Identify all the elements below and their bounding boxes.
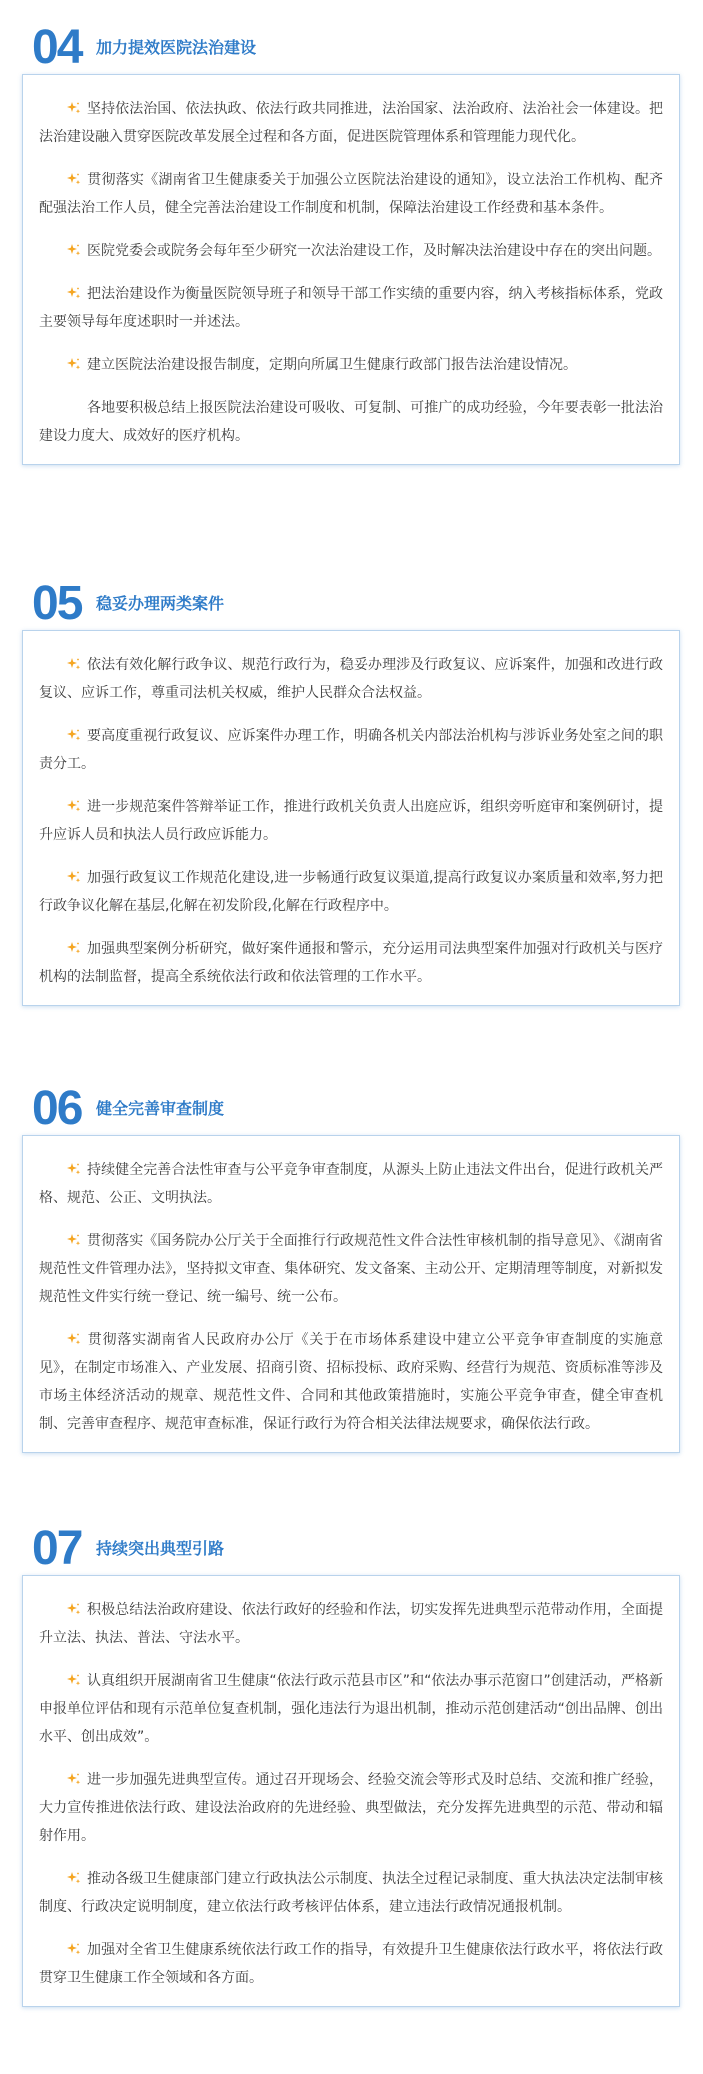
paragraph bbox=[39, 95, 663, 151]
paragraph bbox=[39, 394, 663, 450]
paragraph-text: 进一步加强先进典型宣传。通过召开现场会、经验交流会等形式及时总结、交流和推广经验，大力宣传推进依法行政、建设法治政府的先进经验、典型做法，充分发挥先进典型的示范、带动和辐射作用。 bbox=[39, 1772, 663, 1844]
paragraph bbox=[39, 651, 663, 707]
section-title: 健全完善审查制度 bbox=[96, 1099, 225, 1118]
paragraph-text: 认真组织开展湖南省卫生健康“依法行政示范县市区”和“依法办事示范窗口”创建活动，严格新申报单位评估和现有示范单位复查机制，强化违法行为退出机制，推动示范创建活动“创出品牌、创出水平、创出成效”。 bbox=[39, 1673, 663, 1745]
paragraph-text: 依法有效化解行政争议、规范行政行为，稳妥办理涉及行政复议、应诉案件，加强和改进行政复议、应诉工作，尊重司法机关权威，维护人民群众合法权益。 bbox=[39, 657, 663, 701]
sparkle-icon bbox=[67, 1673, 81, 1687]
paragraph bbox=[39, 793, 663, 849]
section-body bbox=[22, 74, 680, 465]
section-body bbox=[22, 630, 680, 1006]
sparkle-icon bbox=[67, 941, 81, 955]
sparkle-icon bbox=[67, 1332, 81, 1346]
section-body bbox=[22, 1135, 680, 1453]
sparkle-icon bbox=[67, 728, 81, 742]
sparkle-icon bbox=[67, 1602, 81, 1616]
section-header bbox=[22, 22, 680, 74]
paragraph bbox=[39, 1156, 663, 1212]
section-title: 持续突出典型引路 bbox=[96, 1539, 225, 1558]
paragraph bbox=[39, 1326, 663, 1438]
paragraph bbox=[39, 1936, 663, 1992]
paragraph-text: 医院党委会或院务会每年至少研究一次法治建设工作，及时解决法治建设中存在的突出问题。 bbox=[87, 243, 661, 259]
paragraph bbox=[39, 166, 663, 222]
sparkle-icon bbox=[67, 243, 81, 257]
paragraph bbox=[39, 1865, 663, 1921]
paragraph bbox=[39, 280, 663, 336]
paragraph-text: 坚持依法治国、依法执政、依法行政共同推进，法治国家、法治政府、法治社会一体建设。把法治建设融入贯穿医院改革发展全过程和各方面，促进医院管理体系和管理能力现代化。 bbox=[39, 101, 663, 145]
sparkle-icon bbox=[67, 172, 81, 186]
sparkle-icon bbox=[67, 1233, 81, 1247]
sparkle-icon bbox=[67, 286, 81, 300]
section-number: 05 bbox=[32, 577, 82, 630]
paragraph-text: 积极总结法治政府建设、依法行政好的经验和作法，切实发挥先进典型示范带动作用，全面提升立法、执法、普法、守法水平。 bbox=[39, 1602, 663, 1646]
paragraph bbox=[39, 864, 663, 920]
section-title: 稳妥办理两类案件 bbox=[96, 594, 225, 613]
section-05 bbox=[22, 578, 680, 1006]
section-04 bbox=[22, 22, 680, 465]
section-number: 04 bbox=[32, 21, 82, 74]
section-title: 加力提效医院法治建设 bbox=[96, 38, 257, 57]
paragraph bbox=[39, 722, 663, 778]
sparkle-icon bbox=[67, 1162, 81, 1176]
paragraph bbox=[39, 1667, 663, 1751]
sparkle-icon bbox=[67, 357, 81, 371]
sparkle-icon bbox=[67, 870, 81, 884]
sparkle-icon bbox=[67, 101, 81, 115]
paragraph bbox=[39, 351, 663, 379]
paragraph-text: 贯彻落实《国务院办公厅关于全面推行行政规范性文件合法性审核机制的指导意见》、《湖南省规范性文件管理办法》，坚持拟文审查、集体研究、发文备案、主动公开、定期清理等制度，对新拟发规范性文件实行统一登记、统一编号、统一公布。 bbox=[39, 1233, 663, 1305]
paragraph-text: 把法治建设作为衡量医院领导班子和领导干部工作实绩的重要内容，纳入考核指标体系，党政主要领导每年度述职时一并述法。 bbox=[39, 286, 663, 330]
sparkle-icon bbox=[67, 1871, 81, 1885]
section-07 bbox=[22, 1523, 680, 2007]
paragraph-text: 建立医院法治建设报告制度，定期向所属卫生健康行政部门报告法治建设情况。 bbox=[87, 357, 577, 373]
paragraph bbox=[39, 1766, 663, 1850]
sparkle-icon bbox=[67, 657, 81, 671]
section-header bbox=[22, 1523, 680, 1575]
section-header bbox=[22, 1083, 680, 1135]
sparkle-icon bbox=[67, 799, 81, 813]
paragraph-text: 持续健全完善合法性审查与公平竞争审查制度，从源头上防止违法文件出台，促进行政机关严格、规范、公正、文明执法。 bbox=[39, 1162, 663, 1206]
paragraph-text: 要高度重视行政复议、应诉案件办理工作，明确各机关内部法治机构与涉诉业务处室之间的职责分工。 bbox=[39, 728, 663, 772]
paragraph-text: 加强对全省卫生健康系统依法行政工作的指导，有效提升卫生健康依法行政水平，将依法行政贯穿卫生健康工作全领域和各方面。 bbox=[39, 1942, 663, 1986]
sparkle-icon bbox=[67, 1942, 81, 1956]
paragraph-text: 贯彻落实《湖南省卫生健康委关于加强公立医院法治建设的通知》，设立法治工作机构、配齐配强法治工作人员，健全完善法治建设工作制度和机制，保障法治建设工作经费和基本条件。 bbox=[39, 172, 663, 216]
paragraph-text: 加强行政复议工作规范化建设,进一步畅通行政复议渠道,提高行政复议办案质量和效率,努力把行政争议化解在基层,化解在初发阶段,化解在行政程序中。 bbox=[39, 870, 663, 914]
section-06 bbox=[22, 1083, 680, 1453]
paragraph-text: 各地要积极总结上报医院法治建设可吸收、可复制、可推广的成功经验，今年要表彰一批法治建设力度大、成效好的医疗机构。 bbox=[39, 400, 663, 444]
paragraph-text: 进一步规范案件答辩举证工作，推进行政机关负责人出庭应诉，组织旁听庭审和案例研讨，提升应诉人员和执法人员行政应诉能力。 bbox=[39, 799, 663, 843]
section-number: 06 bbox=[32, 1082, 82, 1135]
paragraph bbox=[39, 1596, 663, 1652]
section-header bbox=[22, 578, 680, 630]
section-body bbox=[22, 1575, 680, 2007]
sparkle-icon bbox=[67, 1772, 81, 1786]
paragraph bbox=[39, 1227, 663, 1311]
paragraph-text: 加强典型案例分析研究，做好案件通报和警示，充分运用司法典型案件加强对行政机关与医疗机构的法制监督，提高全系统依法行政和依法管理的工作水平。 bbox=[39, 941, 663, 985]
paragraph bbox=[39, 935, 663, 991]
paragraph bbox=[39, 237, 663, 265]
section-number: 07 bbox=[32, 1522, 82, 1575]
paragraph-text: 推动各级卫生健康部门建立行政执法公示制度、执法全过程记录制度、重大执法决定法制审核制度、行政决定说明制度，建立依法行政考核评估体系，建立违法行政情况通报机制。 bbox=[39, 1871, 663, 1915]
paragraph-text: 贯彻落实湖南省人民政府办公厅《关于在市场体系建设中建立公平竞争审查制度的实施意见》，在制定市场准入、产业发展、招商引资、招标投标、政府采购、经营行为规范、资质标准等涉及市场主体经济活动的规章、规范性文件、合同和其他政策措施时，实施公平竞争审查，健全审查机制、完善审查程序、规范审查标准，保证行政行为符合相关法律法规要求，确保依法行政。 bbox=[39, 1332, 663, 1432]
